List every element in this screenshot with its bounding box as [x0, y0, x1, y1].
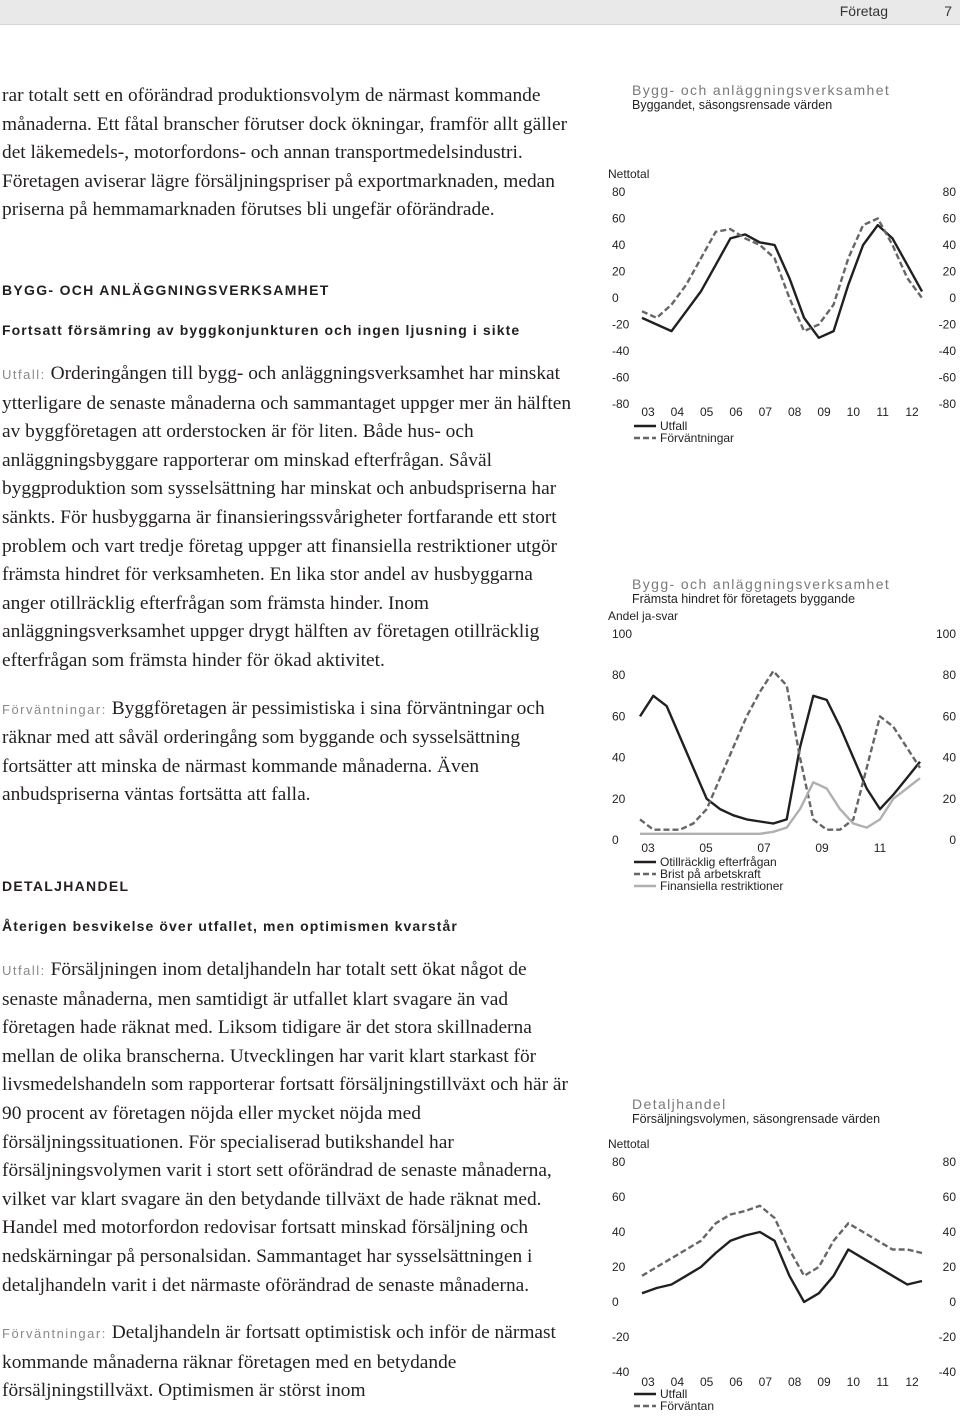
y-tick-label-right: 0 — [949, 833, 956, 847]
x-tick-label: 11 — [873, 841, 887, 855]
forvantningar-label: Förväntningar: — [2, 701, 107, 717]
y-axis-label: Nettotal — [608, 1137, 650, 1151]
y-tick-label-left: 20 — [612, 791, 626, 806]
x-tick-label: 05 — [699, 1375, 714, 1389]
x-tick-label: 09 — [817, 405, 831, 419]
x-tick-label: 06 — [729, 1375, 743, 1389]
x-tick-label: 12 — [905, 1375, 919, 1389]
bygg-utfall-text: Orderingången till bygg- och anläggningsverksamhet har minskat ytterligare de senaste månaderna och sammantaget uppger mer än hälften av byggföretagen att orderstocken är för liten. Både hus- och anläggningsbyggare rapporterar om minskad efterfrågan. Såväl byggproduktion som sysselsättning har minskat och anbudspriserna har sänkts. För husbyggarna är finansieringssvårigheter fortfarande ett stort problem och vart tredje företag uppger att finansiella restriktioner utgör främsta hindret för verksamheten. En lika stor andel av husbyggarna anger otillräcklig efterfrågan som främsta hinder. Inom anläggningsverksamhet uppger drygt hälften av företagen otillräcklig efterfrågan som främsta hinder för ökad aktivitet. — [2, 363, 572, 671]
detalj-subheading: Återigen besvikelse över utfallet, men optimismen kvarstår — [2, 918, 458, 934]
bygg-forv-paragraph — [2, 695, 572, 810]
x-tick-label: 09 — [815, 841, 829, 855]
y-tick-label-right: 60 — [942, 211, 956, 226]
y-tick-label-right: 60 — [942, 1190, 956, 1204]
y-axis-label: Andel ja-svar — [608, 609, 679, 623]
y-tick-label-left: 100 — [612, 627, 633, 641]
section-name: Företag — [839, 3, 888, 19]
x-tick-label: 08 — [787, 405, 802, 419]
y-tick-label-right: 80 — [942, 668, 956, 683]
y-tick-label-left: 40 — [612, 238, 626, 252]
detalj-utfall-text: Försäljningen inom detaljhandeln har totalt sett ökat något de senaste månaderna, men samtidigt är utfallet klart svagare än vad företagen hade räknat med. Liksom tidigare är det stora skillnaderna mellan de olika branscherna. Utvecklingen har varit klart starkast för livsmedelshandeln som rapporterar fortsatt försäljningstillväxt och här är 90 procent av företagen nöjda eller mycket nöjda med försäljningssituationen. För specialiserad butikshandel har försäljningsvolymen varit i stort sett oförändrad de senaste månaderna, vilket var klart svagare än den betydande tillväxt de hade räknat med. Handel med motorfordon redovisar fortsatt minskad försäljning och nedskärningar på personalsidan. Sammantaget har sysselsättningen i detaljhandeln varit i det närmaste oförändrad de senaste månaderna. — [2, 959, 568, 1296]
chart-title: Bygg- och anläggningsverksamhet — [632, 576, 891, 592]
detalj-section — [2, 878, 572, 1406]
legend-label: Förväntningar — [660, 431, 735, 445]
y-tick-label-right: 40 — [942, 1225, 956, 1239]
x-tick-label: 09 — [817, 1375, 831, 1389]
series-line — [642, 1232, 922, 1302]
y-tick-label-left: 20 — [612, 1260, 626, 1274]
utfall-label: Utfall: — [2, 367, 46, 382]
x-tick-label: 04 — [670, 1375, 685, 1389]
legend-label: Otillräcklig efterfrågan — [660, 855, 777, 869]
x-tick-label: 12 — [905, 405, 919, 419]
y-tick-label-right: 100 — [935, 627, 956, 641]
y-tick-label-left: -20 — [612, 1330, 630, 1344]
y-tick-label-left: 40 — [612, 750, 626, 765]
y-tick-label-right: 40 — [942, 750, 956, 765]
y-tick-label-right: -40 — [938, 344, 956, 358]
chart-plot — [600, 1126, 960, 1426]
bygg-section — [2, 282, 572, 810]
x-tick-label: 10 — [846, 1375, 861, 1389]
legend-label: Förväntan — [660, 1399, 715, 1413]
page-number: 7 — [944, 3, 952, 19]
x-tick-label: 03 — [641, 1375, 655, 1389]
y-tick-label-left: -20 — [612, 317, 630, 332]
x-tick-label: 05 — [699, 405, 714, 419]
y-tick-label-right: 0 — [949, 1295, 956, 1309]
y-tick-label-right: 80 — [942, 185, 956, 199]
chart-subtitle: Byggandet, säsongsrensade värden — [632, 98, 833, 112]
bygg-utfall-paragraph — [2, 360, 572, 676]
y-tick-label-left: 0 — [612, 833, 619, 847]
x-tick-label: 08 — [787, 1375, 802, 1389]
y-tick-label-left: 0 — [612, 291, 619, 305]
y-tick-label-left: 80 — [612, 668, 626, 683]
x-tick-label: 06 — [729, 405, 743, 419]
chart-detaljhandel — [600, 1096, 960, 1426]
y-tick-label-right: -80 — [938, 397, 956, 411]
y-tick-label-right: 60 — [942, 709, 956, 724]
y-tick-label-left: -40 — [612, 344, 630, 358]
utfall-label: Utfall: — [2, 963, 46, 978]
y-tick-label-right: 20 — [942, 1260, 956, 1274]
detalj-forv-text: Detaljhandeln är fortsatt optimistisk och inför de närmast kommande månaderna räknar företagen med en betydande försäljningstillväxt. Optimismen är störst inom — [2, 1322, 556, 1402]
y-tick-label-right: 20 — [942, 791, 956, 806]
series-line — [640, 696, 920, 824]
y-tick-label-left: -40 — [612, 1365, 630, 1379]
chart-plot — [600, 606, 960, 906]
bygg-heading: BYGG- OCH ANLÄGGNINGSVERKSAMHET — [2, 282, 330, 298]
y-tick-label-right: 80 — [942, 1155, 956, 1169]
x-tick-label: 10 — [846, 405, 861, 419]
running-header — [0, 0, 960, 25]
y-tick-label-left: 0 — [612, 1295, 619, 1309]
x-tick-label: 03 — [641, 405, 655, 419]
chart-title: Bygg- och anläggningsverksamhet — [632, 82, 891, 98]
y-tick-label-left: 20 — [612, 264, 626, 279]
y-tick-label-right: 0 — [949, 291, 956, 305]
y-tick-label-left: 80 — [612, 185, 626, 199]
y-tick-label-right: -20 — [938, 1330, 956, 1344]
y-tick-label-left: -60 — [612, 370, 630, 385]
y-tick-label-right: -40 — [938, 1365, 956, 1379]
x-tick-label: 07 — [757, 841, 771, 855]
x-tick-label: 07 — [758, 1375, 773, 1389]
x-tick-label: 11 — [876, 1375, 889, 1389]
y-tick-label-right: 20 — [942, 264, 956, 279]
series-line — [642, 225, 922, 338]
x-tick-label: 03 — [641, 841, 655, 855]
y-tick-label-left: -80 — [612, 397, 630, 411]
legend-label: Brist på arbetskraft — [660, 867, 761, 881]
chart-bygg-hinder — [600, 576, 960, 906]
y-tick-label-left: 60 — [612, 709, 626, 724]
intro-paragraph-block — [2, 82, 572, 225]
detalj-forv-paragraph — [2, 1319, 572, 1406]
chart-subtitle: Främsta hindret för företagets byggande — [632, 592, 856, 606]
x-tick-label: 05 — [699, 841, 713, 855]
y-tick-label-left: 80 — [612, 1155, 626, 1169]
y-tick-label-left: 60 — [612, 1190, 626, 1204]
y-tick-label-left: 40 — [612, 1225, 626, 1239]
y-tick-label-left: 60 — [612, 211, 626, 226]
series-line — [642, 1206, 922, 1276]
y-tick-label-right: -60 — [938, 370, 956, 385]
legend-label: Utfall — [660, 419, 688, 433]
detalj-heading: DETALJHANDEL — [2, 878, 130, 894]
bygg-subheading: Fortsatt försämring av byggkonjunkturen och ingen ljusning i sikte — [2, 322, 521, 338]
x-tick-label: 04 — [670, 405, 685, 419]
legend-label: Utfall — [660, 1387, 688, 1401]
x-tick-label: 11 — [876, 405, 889, 419]
y-tick-label-right: -20 — [938, 317, 956, 332]
legend-label: Finansiella restriktioner — [660, 879, 784, 893]
chart-title: Detaljhandel — [632, 1096, 727, 1112]
chart-subtitle: Försäljningsvolymen, säsongrensade värden — [632, 1112, 881, 1126]
chart-bygg-nettotal — [600, 82, 960, 445]
intro-paragraph: rar totalt sett en oförändrad produktionsvolym de närmast kommande månaderna. Ett fåtal branscher förutser dock ökningar, framför allt gäller det läkemedels-, motorfordons- och annan transportmedelsindustri. Företagen aviserar lägre försäljningspriser på exportmarknaden, medan priserna på hemmamarknaden förutses bli ungefär oförändrade. — [2, 85, 568, 221]
chart-plot — [600, 112, 960, 445]
bygg-forv-text: Byggföretagen är pessimistiska i sina förväntningar och räknar med att såväl orderingång som byggande och sysselsättning fortsätter att minska de närmast kommande månaderna. Även anbudspriserna väntas fortsätta att falla. — [2, 697, 545, 806]
y-axis-label: Nettotal — [608, 167, 650, 181]
forvantningar-label: Förväntningar: — [2, 1326, 107, 1342]
y-tick-label-right: 40 — [942, 238, 956, 252]
x-tick-label: 07 — [758, 405, 773, 419]
detalj-utfall-paragraph — [2, 956, 572, 1300]
